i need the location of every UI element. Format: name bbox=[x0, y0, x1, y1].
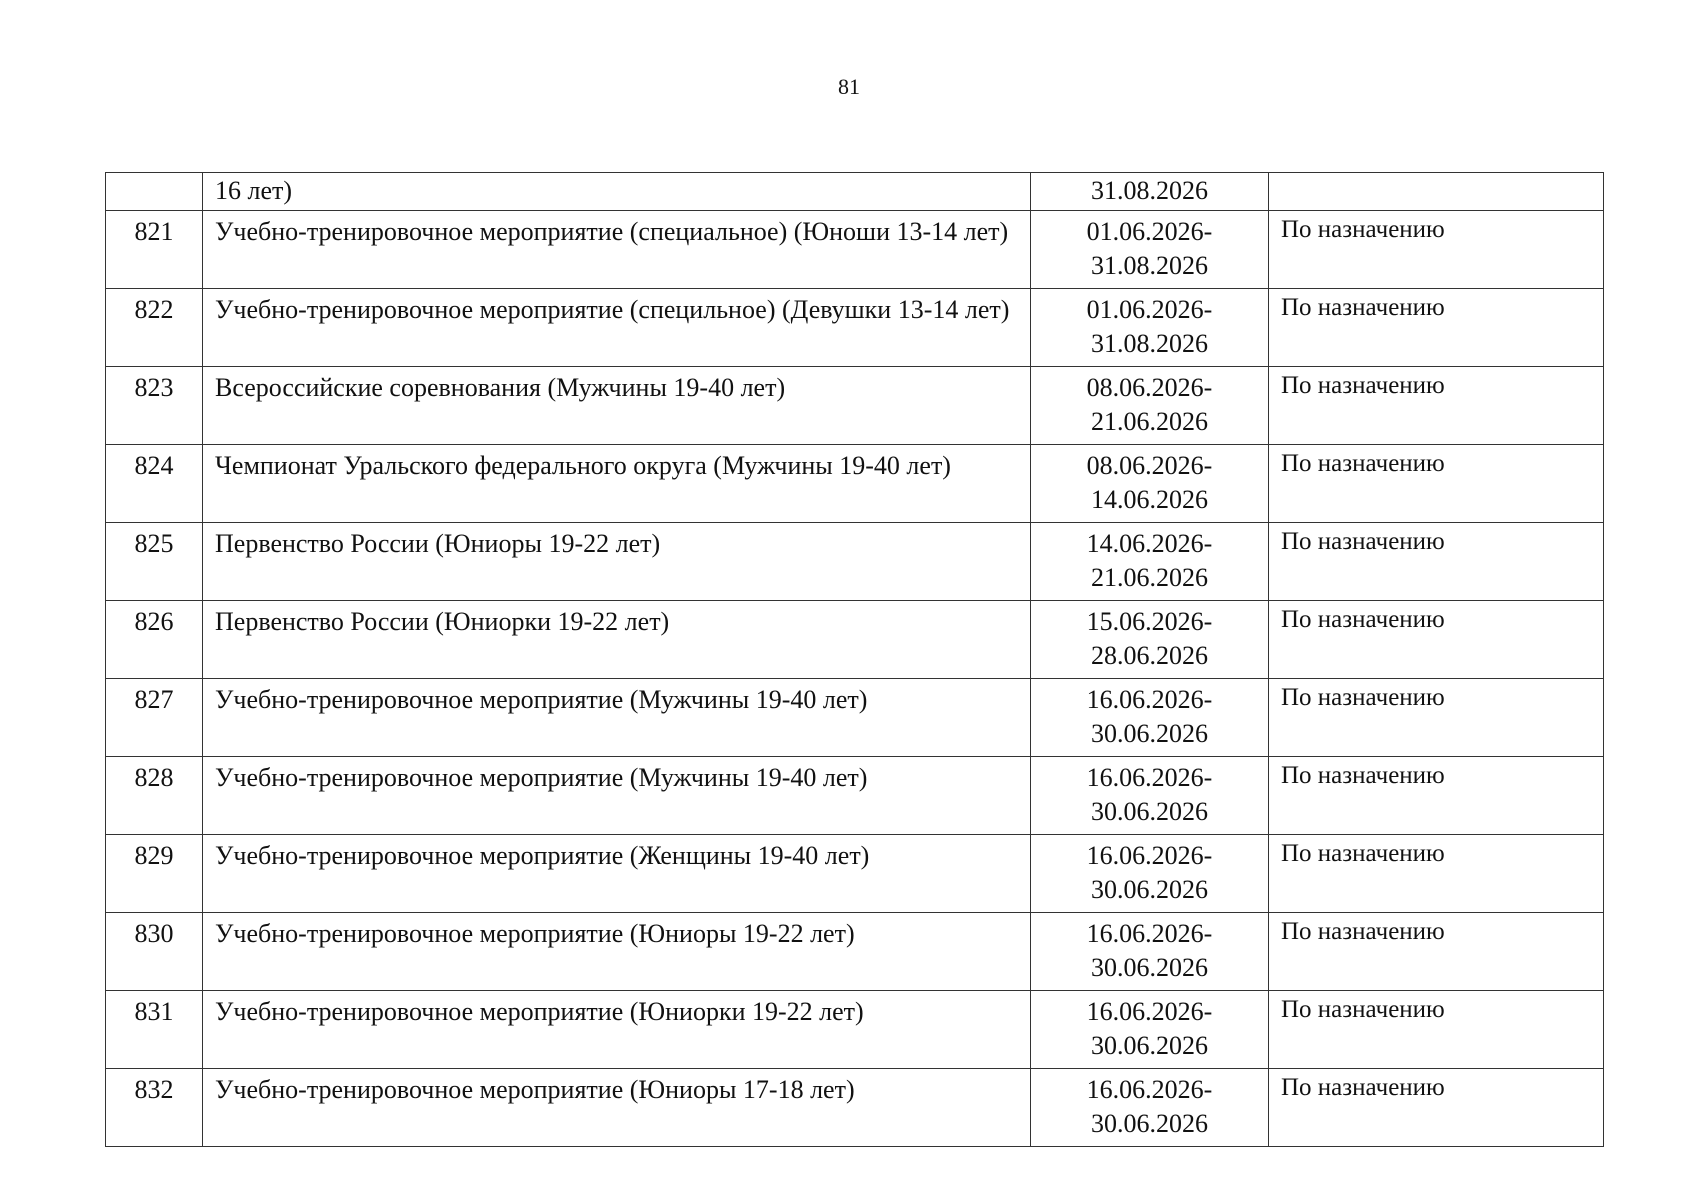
events-table bbox=[105, 172, 1604, 1147]
event-name: Учебно-тренировочное мероприятие (Юниоры 17-18 лет) bbox=[203, 1069, 1031, 1147]
date-end: 30.06.2026 bbox=[1091, 1031, 1208, 1060]
event-dates bbox=[1031, 991, 1269, 1069]
row-number: 821 bbox=[106, 211, 203, 289]
row-number bbox=[106, 173, 203, 211]
event-note: По назначению bbox=[1269, 445, 1604, 523]
event-name: Учебно-тренировочное мероприятие (Мужчины 19-40 лет) bbox=[203, 679, 1031, 757]
date-start: 01.06.2026- bbox=[1086, 217, 1213, 246]
event-dates bbox=[1031, 1069, 1269, 1147]
event-dates bbox=[1031, 679, 1269, 757]
row-number: 831 bbox=[106, 991, 203, 1069]
page-number: 81 bbox=[838, 74, 860, 99]
row-number: 823 bbox=[106, 367, 203, 445]
date-start: 16.06.2026- bbox=[1086, 919, 1213, 948]
event-note: По назначению bbox=[1269, 367, 1604, 445]
row-number: 822 bbox=[106, 289, 203, 367]
date-start: 16.06.2026- bbox=[1086, 763, 1213, 792]
table-row bbox=[106, 991, 1604, 1069]
event-name: Учебно-тренировочное мероприятие (специльное) (Девушки 13-14 лет) bbox=[203, 289, 1031, 367]
date-start: 16.06.2026- bbox=[1086, 841, 1213, 870]
event-date: 31.08.2026 bbox=[1031, 173, 1269, 211]
row-number: 832 bbox=[106, 1069, 203, 1147]
event-dates bbox=[1031, 913, 1269, 991]
event-name: Учебно-тренировочное мероприятие (Женщины 19-40 лет) bbox=[203, 835, 1031, 913]
event-name: Всероссийские соревнования (Мужчины 19-40 лет) bbox=[203, 367, 1031, 445]
table-row bbox=[106, 289, 1604, 367]
event-name: Учебно-тренировочное мероприятие (Юниоры 19-22 лет) bbox=[203, 913, 1031, 991]
event-note: По назначению bbox=[1269, 835, 1604, 913]
event-dates bbox=[1031, 211, 1269, 289]
date-start: 08.06.2026- bbox=[1086, 373, 1213, 402]
table-row-continuation bbox=[106, 173, 1604, 211]
event-note: По назначению bbox=[1269, 289, 1604, 367]
date-end: 21.06.2026 bbox=[1091, 563, 1208, 592]
event-note: По назначению bbox=[1269, 913, 1604, 991]
date-end: 14.06.2026 bbox=[1091, 485, 1208, 514]
row-number: 828 bbox=[106, 757, 203, 835]
event-note: По назначению bbox=[1269, 601, 1604, 679]
row-number: 825 bbox=[106, 523, 203, 601]
table-row bbox=[106, 601, 1604, 679]
table-row bbox=[106, 679, 1604, 757]
event-note bbox=[1269, 173, 1604, 211]
event-note: По назначению bbox=[1269, 1069, 1604, 1147]
row-number: 829 bbox=[106, 835, 203, 913]
date-start: 16.06.2026- bbox=[1086, 685, 1213, 714]
row-number: 824 bbox=[106, 445, 203, 523]
date-end: 31.08.2026 bbox=[1091, 251, 1208, 280]
table-row bbox=[106, 757, 1604, 835]
event-dates bbox=[1031, 757, 1269, 835]
table-row bbox=[106, 913, 1604, 991]
event-name: Чемпионат Уральского федерального округа (Мужчины 19-40 лет) bbox=[203, 445, 1031, 523]
event-note: По назначению bbox=[1269, 757, 1604, 835]
date-end: 30.06.2026 bbox=[1091, 797, 1208, 826]
event-dates bbox=[1031, 445, 1269, 523]
event-note: По назначению bbox=[1269, 211, 1604, 289]
event-dates bbox=[1031, 367, 1269, 445]
date-start: 16.06.2026- bbox=[1086, 997, 1213, 1026]
date-start: 08.06.2026- bbox=[1086, 451, 1213, 480]
table-row bbox=[106, 367, 1604, 445]
date-end: 31.08.2026 bbox=[1091, 329, 1208, 358]
date-end: 21.06.2026 bbox=[1091, 407, 1208, 436]
event-note: По назначению bbox=[1269, 523, 1604, 601]
event-name: Учебно-тренировочное мероприятие (Юниорки 19-22 лет) bbox=[203, 991, 1031, 1069]
event-name: Первенство России (Юниоры 19-22 лет) bbox=[203, 523, 1031, 601]
event-note: По назначению bbox=[1269, 679, 1604, 757]
event-name: Учебно-тренировочное мероприятие (Мужчины 19-40 лет) bbox=[203, 757, 1031, 835]
date-start: 15.06.2026- bbox=[1086, 607, 1213, 636]
table-row bbox=[106, 835, 1604, 913]
row-number: 826 bbox=[106, 601, 203, 679]
date-start: 14.06.2026- bbox=[1086, 529, 1213, 558]
table-row bbox=[106, 523, 1604, 601]
table-row bbox=[106, 211, 1604, 289]
event-dates bbox=[1031, 601, 1269, 679]
event-name: Учебно-тренировочное мероприятие (специальное) (Юноши 13-14 лет) bbox=[203, 211, 1031, 289]
event-note: По назначению bbox=[1269, 991, 1604, 1069]
row-number: 830 bbox=[106, 913, 203, 991]
date-end: 30.06.2026 bbox=[1091, 1109, 1208, 1138]
date-end: 30.06.2026 bbox=[1091, 875, 1208, 904]
date-end: 30.06.2026 bbox=[1091, 953, 1208, 982]
event-dates bbox=[1031, 835, 1269, 913]
date-start: 16.06.2026- bbox=[1086, 1075, 1213, 1104]
date-end: 30.06.2026 bbox=[1091, 719, 1208, 748]
table-row bbox=[106, 1069, 1604, 1147]
event-name: 16 лет) bbox=[203, 173, 1031, 211]
date-end: 28.06.2026 bbox=[1091, 641, 1208, 670]
event-dates bbox=[1031, 523, 1269, 601]
row-number: 827 bbox=[106, 679, 203, 757]
event-dates bbox=[1031, 289, 1269, 367]
event-name: Первенство России (Юниорки 19-22 лет) bbox=[203, 601, 1031, 679]
date-start: 01.06.2026- bbox=[1086, 295, 1213, 324]
table-row bbox=[106, 445, 1604, 523]
